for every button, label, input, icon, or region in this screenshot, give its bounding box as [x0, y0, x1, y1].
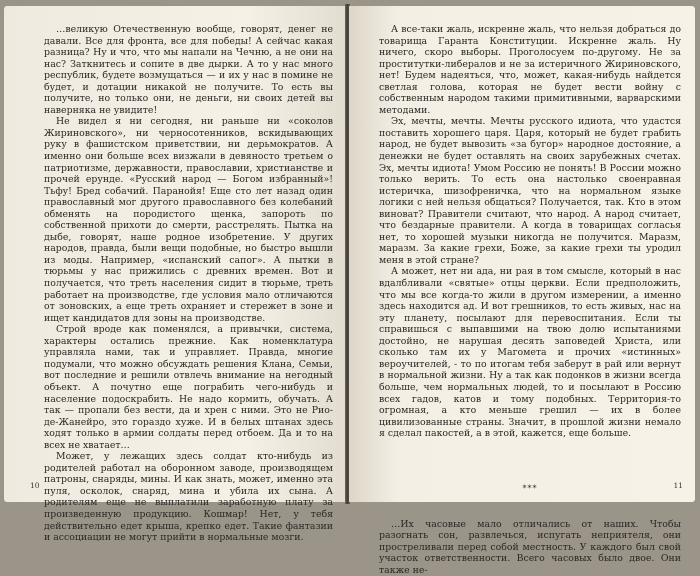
- right-paragraph-3: А может, нет ни ада, ни рая в том смысле, который в нас вдалбливали «святые» отцы церкви. Если предположить, что мы все когда-то жили в другом измерении, а именно здесь находится ад. И вот грешников, то есть живых, нас на эту планету, посылают для перевоспитания. Если ты справишься с выпавшими на твою долю испытаниями достойно, не нарушая десять заповедей Христа, или сколько там их у Магомета и прочих «истинных» вероучителей, - то по итогам тебя заберут в рай или вернут в нормальной жизни. Ну а так как подонков в жизни всегда больше, чем нормальных людей, то и посылают в Россию всех гадов, катов и тому подобных. Территория-то огромная, а кто меньше грешил — их в более цивилизованные страны. Значит, в прошлой жизни немало я сделал пакостей, а в этой, кажется, еще больше.: [379, 266, 681, 440]
- left-page: [4, 6, 347, 544]
- left-paragraph-1: …великую Отечественную вообще, говорят, денег не давали. Все для фронта, все для победы! А сейчас какая разница? Ну и что, что мы напали на Чечню, а не они на нас? Заткнитесь и сопите в две дырки. А то у нас много республик, будете возмущаться — и их у нас в помине не будет, и дотации никакой не получите. То есть вы получите, но только они, не деньги, ни своих детей вы наверняка не увидите!: [44, 24, 333, 116]
- left-paragraph-3: Строй вроде как поменялся, а привычки, система, характеры остались прежние. Как номенклатура управляла нами, так и управляет. Правда, многие подумали, что можно обсуждать решения Клана, Семьи, вот последние и решили отвлечь внимание на негодный объект. А почутно еще пограбить чего-нибудь и население подоскрабить. Не надо кормить, обучать. А так — пропали без вести, да и хрен с ними. Это не Рио-де-Жанейро, это гораздо хуже. И в белых штанах здесь ходят только в армии солдаты перед отбоем. Да и то на всех не хватает…: [44, 324, 333, 451]
- section-separator: ***: [522, 483, 538, 493]
- left-paragraph-4: Может, у лежащих здесь солдат кто-нибудь из родителей работал на оборонном заводе, производящем патроны, снаряды, мины. И как знать, может, именно эта пуля, осколок, снаряд, мина и убила их сына. А родителям еще не выплатили заработную плату за произведенную продукцию. Кошмар! Нет, у тебя действительно едет крыша, крепко едет. Такие фантазии и ассоциации не могут прийти в нормальные мозги.: [44, 451, 333, 544]
- right-paragraph-2: Эх, мечты, мечты. Мечты русского идиота, что удастся поставить хорошего царя. Царя, который не будет грабить народ, не будет вывозить «за бугор» народное достояние, а денежки не будет оставлять на своих зарубежных счетах. Эх, мечты идиота! Умом Россию не понять! В России можно только верить. То есть она настолько своенравная истеричка, шизофреничка, что на нормальном языке логики с ней нельзя общаться? Получается, так. Кто в этом виноват? Правители считают, что народ. А народ считает, что бездарные правители. А когда в товарищах согласья нет, то хорошей музыки никогда не получится. Маразм, маразм. За какие грехи, Боже, за какие грехи ты уродил меня в этой стране?: [379, 116, 681, 266]
- left-page-number: 10: [30, 481, 40, 490]
- right-paragraph-4: …Их часовые мало отличались от наших. Чтобы разогнать сон, развлечься, испугать неприятеля, они простреливали перед собой местность. У каждого был свой участок ответственности. Всего часовых было двое. Они также не-: [379, 518, 681, 576]
- right-paragraph-1: А все-таки жаль, искренне жаль, что нельзя добраться до товарища Гаранта Конституции. Искренне жаль. Ну ничего, скоро выборы. Проголосуем по-другому. Не за проститутки-либералов и не за истеричного Жириновского, нет! Будем надеяться, что, может, какая-нибудь найдется светлая голова, которая не будет вести войну с собственным народом такими примитивными, варварскими методами.: [379, 24, 681, 116]
- left-paragraph-2: Не видел я ни сегодня, ни раньше ни «соколов Жириновского», ни черносотенников, вскидывающих руку в фашистском приветствии, ни дерьмократов. А именно они больше всех визжали в девяносто третьем о патриотизме, державности, православии, христианстве и прочей ерунде. «Русский народ — Богом избранный»! Тьфу! Бред собачий. Паранойя! Еще сто лет назад один православный мог другого православного без колебаний обменять на породистого щенка, запороть по собственной прихоти до смерти, расстрелять. Пытка на дыбе, говорят, наше родное изобретение. У других народов, правда, были вещи подобные, но быстро вышли из моды. Например, «испанский сапог». А пытки в тюрьмы у нас прижились с древних времен. Вот и получается, что треть населения сидит в тюрьме, треть работает на производстве, где условия мало отличаются от зоновских, а еще треть охраняет и стережет в зоне и ищет кандидатов для зоны на производстве.: [44, 116, 333, 324]
- right-page-number: 11: [673, 481, 683, 490]
- right-page: [349, 6, 695, 576]
